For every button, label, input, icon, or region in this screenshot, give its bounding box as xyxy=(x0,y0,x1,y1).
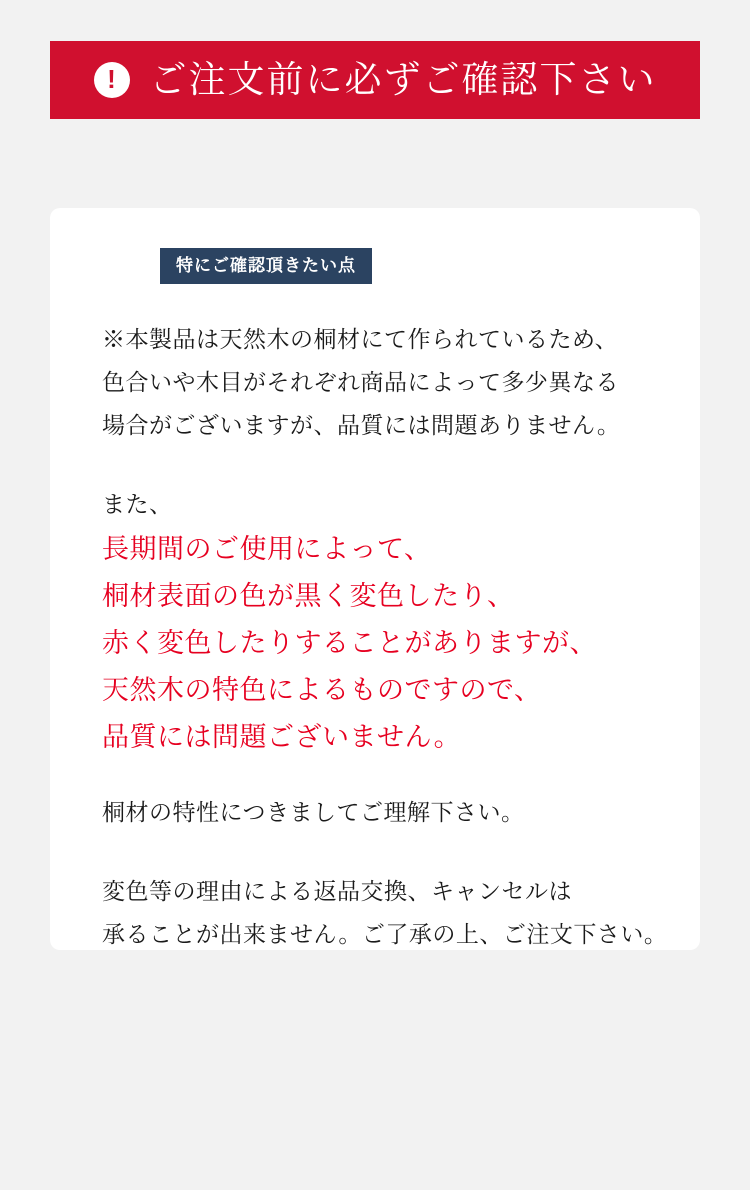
material-notice-line: ※本製品は天然木の桐材にて作られているため、 xyxy=(102,327,619,352)
discoloration-warning-paragraph xyxy=(102,526,648,761)
return-policy-line: 承ることが出来ません。ご了承の上、ご注文下さい。 xyxy=(102,922,668,947)
discoloration-warning-line: 赤く変色したりすることがありますが、 xyxy=(102,628,597,658)
discoloration-warning-line: 品質には問題ございません。 xyxy=(102,722,462,752)
discoloration-warning-line: 長期間のご使用によって、 xyxy=(102,534,432,564)
return-policy-paragraph xyxy=(102,870,668,956)
material-notice-line: 色合いや木目がそれぞれ商品によって多少異なる xyxy=(102,370,619,395)
return-policy-line: 変色等の理由による返品交換、キャンセルは xyxy=(102,879,572,904)
discoloration-warning-line: 天然木の特色によるものですので、 xyxy=(102,675,542,705)
understanding-request-line: 桐材の特性につきましてご理解下さい。 xyxy=(102,800,525,825)
section-tag: 特にご確認頂きたい点 xyxy=(160,248,372,284)
discoloration-warning-line: 桐材表面の色が黒く変色したり、 xyxy=(102,581,515,611)
notice-banner-content xyxy=(94,59,657,101)
material-notice-paragraph xyxy=(102,318,648,447)
notice-card xyxy=(50,208,700,950)
banner-title: ご注文前に必ずご確認下さい xyxy=(149,59,657,101)
exclamation-icon: ! xyxy=(94,62,130,98)
also-label: また、 xyxy=(102,492,173,517)
notice-banner xyxy=(50,41,700,119)
notice-body xyxy=(102,318,668,956)
material-notice-line: 場合がございますが、品質には問題ありません。 xyxy=(102,413,621,438)
